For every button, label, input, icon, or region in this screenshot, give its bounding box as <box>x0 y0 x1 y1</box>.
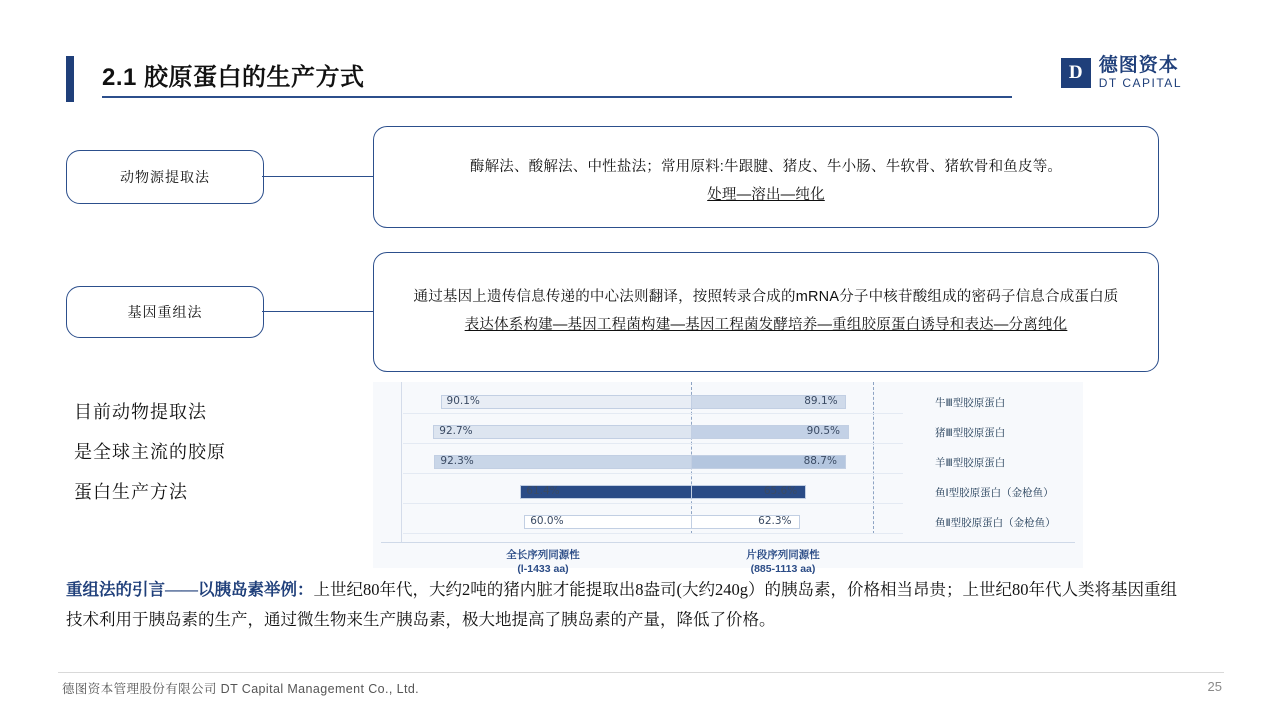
recombinant-process-steps-underline: 表达体系构建—基因工程菌构建—基因工程菌发酵培养—重组胶原蛋白诱导和表达—分离纯化 <box>464 317 1068 333</box>
logo-chinese-name: 德图资本 <box>1098 55 1179 76</box>
bar-value-fragment-3: 88.7% <box>803 455 837 467</box>
animal-process-steps <box>374 183 1158 204</box>
chart-axis-title-right-line-2: (885-1113 aa) <box>750 563 816 575</box>
chart-left-frame <box>401 382 402 542</box>
chart-row-separator-2 <box>403 443 903 444</box>
insulin-example-note <box>66 575 1184 635</box>
label-animal-extraction: 动物源提取法 <box>66 150 264 204</box>
chart-category-label-1: 牛Ⅲ型胶原蛋白 <box>935 397 1006 409</box>
animal-process-steps-underline: 处理—溶出—纯化 <box>707 187 825 203</box>
footer-divider <box>58 672 1224 673</box>
content-box-animal-extraction <box>373 126 1159 228</box>
bar-value-full-2: 92.7% <box>439 425 473 437</box>
bar-value-full-5: 60.0% <box>530 515 564 527</box>
homology-comparison-chart <box>373 382 1083 575</box>
bar-value-fragment-5: 62.3% <box>758 515 792 527</box>
chart-row-separator-5 <box>403 533 903 534</box>
insulin-example-lead: 重组法的引言——以胰岛素举例： <box>66 580 314 599</box>
chart-row-separator-3 <box>403 473 903 474</box>
side-note-line-1: 目前动物提取法 <box>74 402 207 422</box>
connector-line-2 <box>262 311 374 312</box>
connector-line-1 <box>262 176 374 177</box>
chart-row-separator-4 <box>403 503 903 504</box>
chart-plot-area <box>373 382 1083 575</box>
chart-divider-2 <box>873 382 874 534</box>
bar-value-full-1: 90.1% <box>446 395 480 407</box>
chart-axis-title-right-line-1: 片段序列同源性 <box>746 549 820 561</box>
content-box-recombinant <box>373 252 1159 372</box>
logo-mark-icon: D <box>1061 58 1091 88</box>
page-title: 2.1 胶原蛋白的生产方式 <box>102 64 365 91</box>
insulin-example-body: 上世纪80年代，大约2吨的猪内脏才能提取出8盎司(大约240g）的胰岛素，价格相当昂贵；上世纪80年代人类将基因重组技术利用于胰岛素的生产，通过微生物来生产胰岛素，极大地提高了胰岛素的产量，降低了价格。 <box>66 580 1177 629</box>
animal-method-text: 酶解法、酸解法、中性盐法；常用原料:牛跟腱、猪皮、牛小肠、牛软骨、猪软骨和鱼皮等。 <box>469 159 1063 175</box>
bar-value-full-3: 92.3% <box>440 455 474 467</box>
page-number: 25 <box>1207 679 1222 694</box>
label-recombinant-method: 基因重组法 <box>66 286 264 338</box>
bar-value-fragment-2: 90.5% <box>806 425 841 437</box>
chart-axis-title-left-line-1: 全长序列同源性 <box>506 549 580 561</box>
chart-axis-title-left <box>453 548 633 576</box>
bar-value-full-4: 61.4% <box>526 485 560 497</box>
chart-axis-title-right <box>693 548 873 576</box>
chart-row-separator-1 <box>403 413 903 414</box>
footer-company: 德图资本管理股份有限公司 DT Capital Management Co., Ltd. <box>62 682 420 696</box>
side-note <box>74 392 324 512</box>
recombinant-process-steps <box>374 313 1158 334</box>
side-note-line-3: 蛋白生产方法 <box>74 482 188 502</box>
title-accent-bar <box>66 56 74 102</box>
bar-value-fragment-4: 65.6% <box>763 485 798 497</box>
company-logo <box>1061 55 1182 91</box>
chart-category-label-4: 鱼Ⅰ型胶原蛋白（金枪鱼） <box>935 487 1054 499</box>
chart-category-label-5: 鱼Ⅱ型胶原蛋白（金枪鱼） <box>935 517 1056 529</box>
chart-axis-title-left-line-2: (l-1433 aa) <box>517 563 569 575</box>
logo-text-group <box>1099 55 1182 91</box>
recombinant-method-text: 通过基因上遗传信息传递的中心法则翻译，按照转录合成的mRNA分子中核苷酸组成的密码子信息合成蛋白质 <box>413 289 1119 305</box>
side-note-line-2: 是全球主流的胶原 <box>74 442 226 462</box>
logo-english-name: DT CAPITAL <box>1098 75 1182 90</box>
title-underline <box>102 96 1012 98</box>
chart-baseline <box>381 542 1075 543</box>
chart-category-label-2: 猪Ⅲ型胶原蛋白 <box>935 427 1006 439</box>
slide-title-bar <box>66 56 1016 102</box>
bar-value-fragment-1: 89.1% <box>804 395 838 407</box>
chart-category-label-3: 羊Ⅲ型胶原蛋白 <box>935 457 1006 469</box>
